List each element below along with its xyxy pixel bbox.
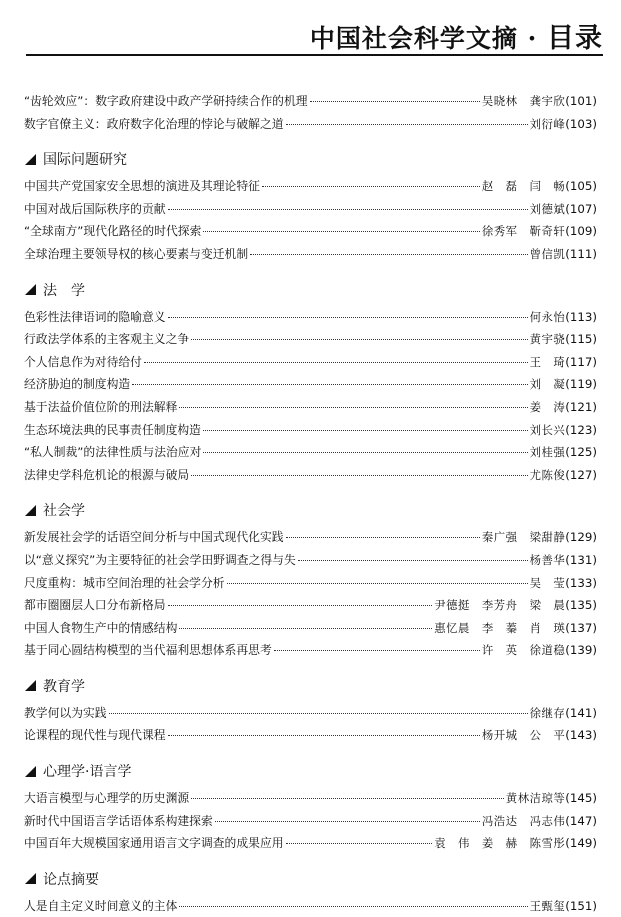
triangle-bullet-icon <box>25 154 36 165</box>
page-number: (151) <box>565 898 597 913</box>
toc-entry[interactable] <box>24 724 597 747</box>
article-title: 新发展社会学的话语空间分析与中国式现代化实践 <box>24 530 284 545</box>
article-title: “私人制裁”的法律性质与法治应对 <box>24 445 202 460</box>
toc-entry[interactable] <box>24 895 597 917</box>
page-number: (121) <box>565 399 597 414</box>
article-authors <box>434 594 565 617</box>
article-title: 中国共产党国家安全思想的演进及其理论特征 <box>24 179 260 194</box>
page-number: (115) <box>565 332 597 347</box>
toc-entry[interactable] <box>24 396 597 419</box>
author-name: 袁 伟 <box>434 836 470 851</box>
article-title: 新时代中国语言学话语体系构建探索 <box>24 813 213 828</box>
dot-leader <box>310 101 480 102</box>
page-number: (133) <box>565 575 597 590</box>
section-heading <box>24 149 597 169</box>
toc-entry[interactable] <box>24 526 597 549</box>
page-number: (105) <box>565 179 597 194</box>
section-title: 国际问题研究 <box>43 152 127 169</box>
article-authors <box>530 419 566 442</box>
toc-entry[interactable] <box>24 351 597 374</box>
toc-entry[interactable] <box>24 113 597 136</box>
dot-leader <box>132 384 527 385</box>
author-name: 曾信凯 <box>529 246 566 261</box>
dot-leader <box>168 209 528 210</box>
author-name: 刘长兴 <box>529 422 566 437</box>
article-authors <box>530 306 566 329</box>
article-authors <box>482 810 565 833</box>
page-number: (143) <box>565 728 597 743</box>
article-title: 都市圈圈层人口分布新格局 <box>24 598 166 613</box>
article-title: 中国对战后国际秩序的贡献 <box>24 201 166 216</box>
dot-leader <box>250 254 527 255</box>
article-authors <box>530 441 566 464</box>
author-name: 姜 涛 <box>529 399 566 414</box>
toc-entry[interactable] <box>24 572 597 595</box>
toc-entry[interactable] <box>24 639 597 662</box>
page-number: (101) <box>565 94 597 108</box>
article-authors <box>434 617 565 640</box>
toc-entry[interactable] <box>24 243 597 266</box>
author-name: 李芳舟 <box>481 598 518 613</box>
dot-leader <box>203 452 527 453</box>
journal-title <box>310 16 603 55</box>
toc-entry[interactable] <box>24 549 597 572</box>
triangle-bullet-icon <box>25 873 36 884</box>
dot-leader <box>144 362 528 363</box>
article-authors <box>482 175 565 198</box>
toc-entry[interactable] <box>24 464 597 487</box>
author-name: 杨善华 <box>529 552 566 567</box>
article-title: 个人信息作为对待给付 <box>24 354 142 369</box>
page-header <box>26 14 603 56</box>
article-title: 经济胁迫的制度构造 <box>24 377 131 392</box>
article-authors <box>530 549 566 572</box>
page-number: (117) <box>565 354 597 369</box>
dot-leader <box>286 843 433 844</box>
author-name: 吴晓林 <box>481 94 518 108</box>
article-title: “齿轮效应”：数字政府建设中政产学研持续合作的机理 <box>24 94 308 108</box>
toc-entry[interactable] <box>24 419 597 442</box>
dot-leader <box>191 339 527 340</box>
article-title: 论课程的现代性与现代课程 <box>24 728 166 743</box>
article-title: 基于法益价值位阶的刑法解释 <box>24 399 178 414</box>
article-authors <box>530 351 566 374</box>
article-title: 大语言模型与心理学的历史渊源 <box>24 791 190 806</box>
dot-leader <box>191 798 504 799</box>
dot-leader <box>168 735 480 736</box>
article-authors <box>530 702 566 725</box>
article-title: 色彩性法律语词的隐喻意义 <box>24 309 166 324</box>
journal-name: 中国社会科学文摘 <box>309 24 518 53</box>
section-title: 社会学 <box>43 503 85 520</box>
author-name: 梁甜静 <box>529 530 566 545</box>
page-number: (139) <box>565 643 597 658</box>
article-authors <box>482 220 565 243</box>
article-authors <box>530 243 566 266</box>
dot-leader <box>179 628 432 629</box>
toc-entry[interactable] <box>24 617 597 640</box>
toc-entry[interactable] <box>24 702 597 725</box>
dot-leader <box>109 713 528 714</box>
page-number: (149) <box>565 836 597 851</box>
author-name: 许 英 <box>481 643 518 658</box>
page-number: (125) <box>565 445 597 460</box>
toc-entry[interactable] <box>24 175 597 198</box>
article-authors <box>530 328 566 351</box>
dot-leader <box>286 124 528 125</box>
toc-entry[interactable] <box>24 787 597 810</box>
toc-entry[interactable] <box>24 306 597 329</box>
article-title: 尺度重构：城市空间治理的社会学分析 <box>24 575 225 590</box>
article-title: 数字官僚主义：政府数字化治理的悖论与破解之道 <box>24 116 284 131</box>
triangle-bullet-icon <box>25 284 36 295</box>
author-name: 龚宇欣 <box>529 94 566 108</box>
dot-leader <box>168 317 528 318</box>
page-number: (131) <box>565 552 597 567</box>
author-name: 姜 赫 <box>481 836 518 851</box>
author-name: 陈雪彤 <box>529 836 566 851</box>
page-number: (129) <box>565 530 597 545</box>
dot-leader <box>274 650 480 651</box>
article-authors <box>434 832 565 855</box>
author-name: 闫 畅 <box>529 179 566 194</box>
author-name: 靳奇轩 <box>529 224 566 239</box>
author-name: 徐道稳 <box>529 643 566 658</box>
article-authors <box>530 198 566 221</box>
page-number: (137) <box>565 620 597 635</box>
article-title: 法律史学科危机论的根源与破局 <box>24 467 190 482</box>
article-title: 基于同心圆结构模型的当代福利思想体系再思考 <box>24 643 272 658</box>
author-name: 尤陈俊 <box>529 467 566 482</box>
section-title: 法 学 <box>43 282 85 299</box>
article-authors <box>482 724 565 747</box>
toc-entry[interactable] <box>24 220 597 243</box>
toc-entry[interactable] <box>24 441 597 464</box>
article-title: 中国人食物生产中的情感结构 <box>24 620 178 635</box>
triangle-bullet-icon <box>25 505 36 516</box>
author-name: 黄林洁琼等 <box>505 791 566 806</box>
section-heading <box>24 869 597 889</box>
article-authors <box>530 895 566 917</box>
article-title: “全球南方”现代化路径的时代探索 <box>24 224 202 239</box>
triangle-bullet-icon <box>25 680 36 691</box>
toc-entry[interactable] <box>24 810 597 833</box>
author-name: 梁 晨 <box>529 598 566 613</box>
article-authors <box>530 113 566 136</box>
author-name: 尹德挺 <box>434 598 470 613</box>
toc-entry[interactable] <box>24 328 597 351</box>
page-label: 目录 <box>547 23 603 54</box>
dot-leader <box>179 407 527 408</box>
section-title: 论点摘要 <box>43 871 99 888</box>
page-number: (113) <box>565 309 597 324</box>
dot-leader <box>179 906 527 907</box>
article-authors <box>530 572 566 595</box>
author-name: 公 平 <box>529 728 566 743</box>
author-name: 吴 莹 <box>529 575 566 590</box>
page-number: (107) <box>565 201 597 216</box>
author-name: 赵 磊 <box>481 179 518 194</box>
page-number: (147) <box>565 813 597 828</box>
author-name: 刘 凝 <box>529 377 566 392</box>
dot-leader <box>203 231 480 232</box>
article-authors <box>530 396 566 419</box>
article-title: 中国百年大规模国家通用语言文字调查的成果应用 <box>24 836 284 851</box>
article-authors <box>530 464 566 487</box>
author-name: 秦广强 <box>481 530 518 545</box>
dot-leader <box>168 605 433 606</box>
author-name: 肖 瑛 <box>529 620 566 635</box>
page-number: (141) <box>565 705 597 720</box>
article-title: 以“意义探究”为主要特征的社会学田野调查之得与失 <box>24 552 296 567</box>
author-name: 黄宇骁 <box>529 332 566 347</box>
author-name: 李 蓁 <box>481 620 518 635</box>
author-name: 刘德斌 <box>529 201 566 216</box>
author-name: 王甄玺 <box>529 898 566 913</box>
page-number: (111) <box>565 246 597 261</box>
section-title: 心理学·语言学 <box>43 764 132 781</box>
article-title: 行政法学体系的主客观主义之争 <box>24 332 190 347</box>
dot-leader <box>227 583 528 584</box>
table-of-contents <box>24 90 597 917</box>
author-name: 冯浩达 <box>481 813 518 828</box>
author-name: 刘衍峰 <box>529 116 566 131</box>
section-heading <box>24 500 597 520</box>
author-name: 何永怡 <box>529 309 566 324</box>
article-title: 生态环境法典的民事责任制度构造 <box>24 422 201 437</box>
section-heading <box>24 761 597 781</box>
article-title: 全球治理主要领导权的核心要素与变迁机制 <box>24 246 249 261</box>
dot-leader <box>215 821 480 822</box>
page-number: (135) <box>565 598 597 613</box>
title-separator: · <box>527 24 538 53</box>
author-name: 王 琦 <box>529 354 566 369</box>
author-name: 杨开城 <box>481 728 518 743</box>
dot-leader <box>262 186 480 187</box>
article-authors <box>482 90 565 113</box>
section-heading <box>24 676 597 696</box>
author-name: 惠忆晨 <box>434 620 470 635</box>
section-title: 教育学 <box>43 678 85 695</box>
author-name: 刘桂强 <box>529 445 566 460</box>
article-title: 人是自主定义时间意义的主体 <box>24 898 178 913</box>
author-name: 徐秀军 <box>481 224 518 239</box>
article-title: 教学何以为实践 <box>24 705 107 720</box>
author-name: 冯志伟 <box>529 813 566 828</box>
toc-entry[interactable] <box>24 373 597 396</box>
dot-leader <box>191 475 527 476</box>
page-number: (127) <box>565 467 597 482</box>
article-authors <box>482 639 565 662</box>
dot-leader <box>298 560 528 561</box>
toc-entry[interactable] <box>24 594 597 617</box>
triangle-bullet-icon <box>25 766 36 777</box>
section-heading <box>24 280 597 300</box>
dot-leader <box>286 537 480 538</box>
page-number: (145) <box>565 791 597 806</box>
toc-entry[interactable] <box>24 832 597 855</box>
page-number: (109) <box>565 224 597 239</box>
dot-leader <box>203 430 528 431</box>
article-authors <box>530 373 566 396</box>
toc-entry[interactable] <box>24 90 597 113</box>
author-name: 徐继存 <box>529 705 566 720</box>
page-number: (123) <box>565 422 597 437</box>
article-authors <box>482 526 565 549</box>
page-number: (103) <box>565 116 597 131</box>
article-authors <box>506 787 565 810</box>
toc-entry[interactable] <box>24 198 597 221</box>
page-number: (119) <box>565 377 597 392</box>
